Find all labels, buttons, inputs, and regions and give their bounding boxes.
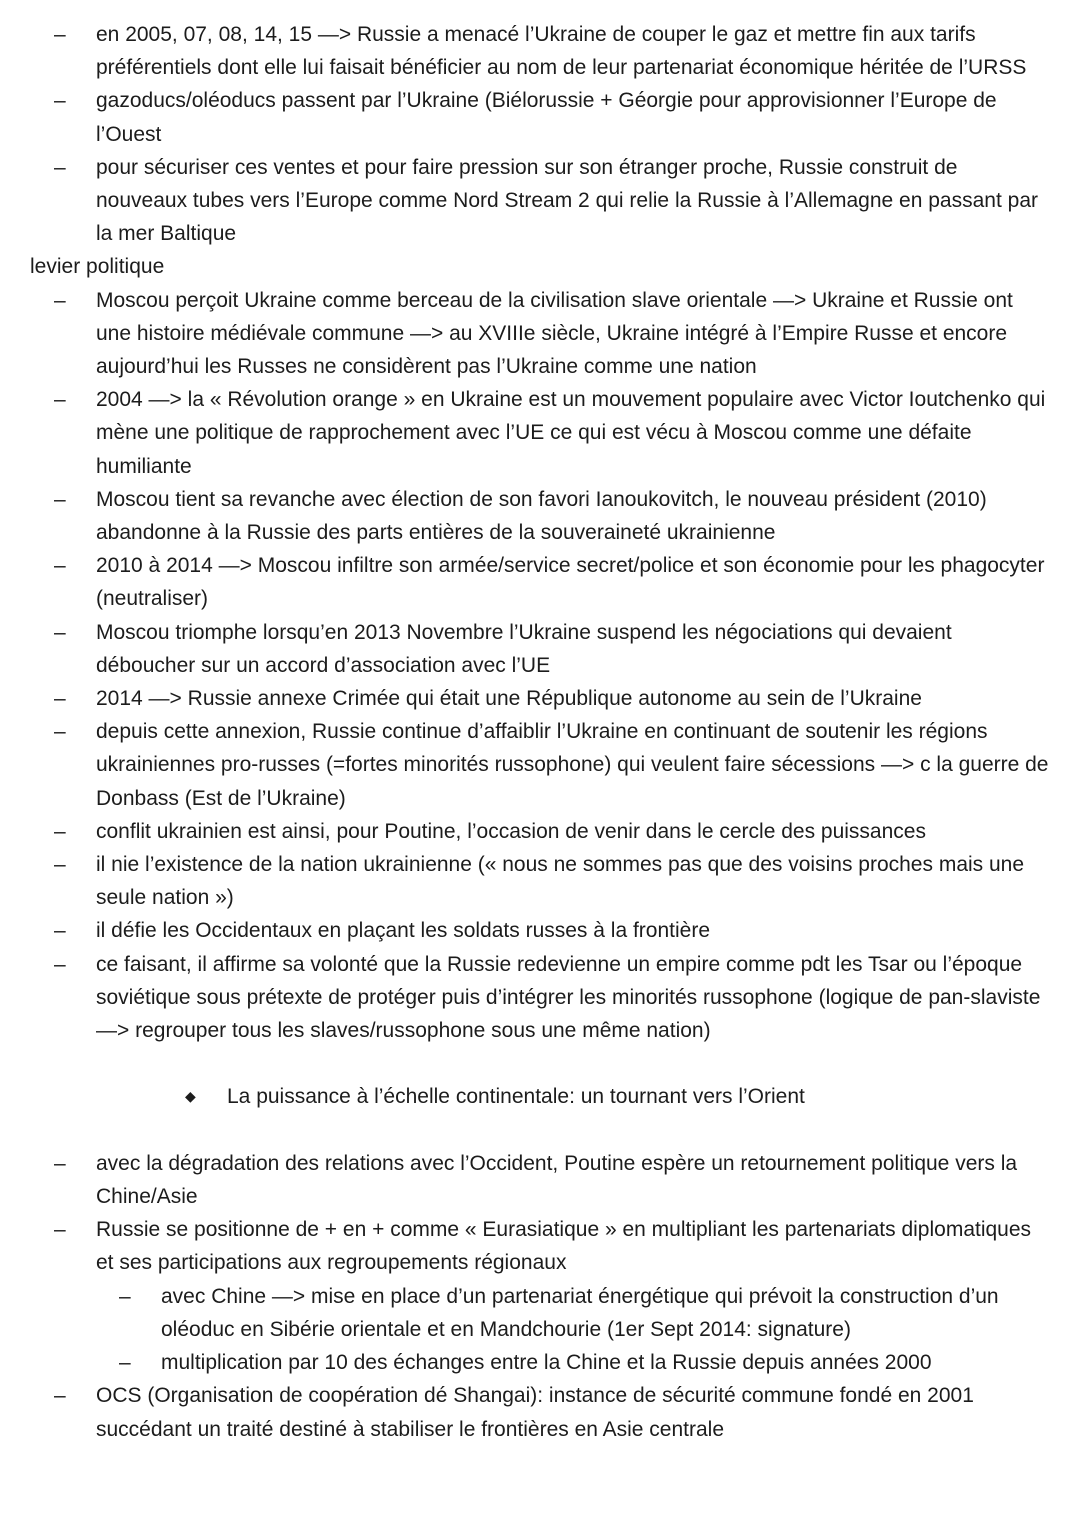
list-item-text: 2014 —> Russie annexe Crimée qui était une République autonome au sein de l’Ukraine bbox=[96, 687, 922, 711]
list-item-text: avec Chine —> mise en place d’un partenariat énergétique qui prévoit la construction d’un oléoduc en Sibérie orientale et en Mandchourie (1er Sept 2014: signature) bbox=[161, 1284, 999, 1341]
list-item-text: multiplication par 10 des échanges entre la Chine et la Russie depuis années 2000 bbox=[161, 1351, 932, 1375]
list-item-text: Moscou triomphe lorsqu’en 2013 Novembre l’Ukraine suspend les négociations qui devaient déboucher sur un accord d’association avec l’UE bbox=[96, 620, 952, 677]
dash-bullet: – bbox=[54, 919, 66, 943]
list-item-text: gazoducs/oléoducs passent par l’Ukraine (Biélorussie + Géorgie pour approvisionner l’Europe de l’Ouest bbox=[96, 89, 997, 146]
list-item bbox=[0, 284, 1080, 384]
list-item bbox=[0, 84, 1080, 150]
section-heading bbox=[0, 1080, 1080, 1113]
dash-bullet: – bbox=[54, 687, 66, 711]
list-item-text: Moscou tient sa revanche avec élection de son favori Ianoukovitch, le nouveau président (2010) abandonne à la Russie des parts entières de la souveraineté ukrainienne bbox=[96, 487, 987, 545]
dash-bullet: – bbox=[54, 952, 66, 976]
list-item bbox=[0, 948, 1080, 1048]
dash-bullet: – bbox=[54, 819, 66, 843]
blank-line bbox=[0, 1047, 1080, 1080]
dash-bullet: – bbox=[54, 620, 66, 644]
list-item bbox=[0, 1147, 1080, 1213]
list-item bbox=[0, 383, 1080, 483]
list-item-text: il nie l’existence de la nation ukrainienne (« nous ne sommes pas que des voisins proches mais une seule nation ») bbox=[96, 853, 1025, 910]
section-heading: levier politique bbox=[30, 255, 165, 279]
dash-bullet: – bbox=[54, 853, 66, 877]
list-item-text: il défie les Occidentaux en plaçant les soldats russes à la frontière bbox=[96, 919, 710, 943]
list-item-text: Russie se positionne de + en + comme « Eurasiatique » en multipliant les partenariats diplomatiques et ses participations aux regroupements régionaux bbox=[96, 1218, 1032, 1275]
list-item-text: conflit ukrainien est ainsi, pour Poutine, l’occasion de venir dans le cercle des puissances bbox=[96, 819, 926, 843]
list-item bbox=[0, 715, 1080, 815]
list-item-text: ce faisant, il affirme sa volonté que la Russie redevienne un empire comme pdt les Tsar ou l’époque soviétique sous prétexte de protéger puis d’intégrer les minorités russophone (logique de pan-slaviste —> regrouper tous les slaves/russophone sous une même nation) bbox=[96, 952, 1041, 1043]
list-item-text: 2004 —> la « Révolution orange » en Ukraine est un mouvement populaire avec Victor Ioutchenko qui mène une politique de rapprochement avec l’UE ce qui est vécu à Moscou comme une défaite humiliante bbox=[96, 388, 1046, 478]
list-item bbox=[0, 1213, 1080, 1279]
dash-bullet: – bbox=[54, 487, 66, 511]
dash-bullet: – bbox=[54, 23, 66, 46]
section-gas-lever bbox=[0, 18, 1080, 250]
dash-bullet: – bbox=[119, 1351, 131, 1375]
dash-bullet: – bbox=[54, 89, 66, 113]
list-item bbox=[0, 1379, 1080, 1445]
list-item-text: Moscou perçoit Ukraine comme berceau de la civilisation slave orientale —> Ukraine et Russie ont une histoire médiévale commune —> au XVIIIe siècle, Ukraine intégré à l’Empire Russe et encore aujourd’hui les Russes ne considèrent pas l’Ukraine comme une nation bbox=[96, 288, 1013, 379]
list-item bbox=[0, 616, 1080, 682]
dash-bullet: – bbox=[54, 155, 66, 179]
dash-bullet: – bbox=[54, 288, 66, 312]
sub-list-item bbox=[0, 1280, 1080, 1346]
dash-bullet: – bbox=[54, 720, 66, 744]
list-item-text: depuis cette annexion, Russie continue d’affaiblir l’Ukraine en continuant de soutenir les régions ukrainiennes pro-russes (=fortes minorités russophone) qui veulent faire sécessions —> c la guerre de Donbass (Est de l’Ukraine) bbox=[96, 720, 1049, 810]
section-heading-text: La puissance à l’échelle continentale: un tournant vers l’Orient bbox=[227, 1085, 805, 1109]
list-item bbox=[0, 483, 1080, 549]
list-item bbox=[0, 815, 1080, 848]
section-political-lever bbox=[0, 250, 1080, 1047]
list-item-text: pour sécuriser ces ventes et pour faire pression sur son étranger proche, Russie construit de nouveaux tubes vers l’Europe comme Nord Stream 2 qui relie la Russie à l’Allemagne en passant par la mer Baltique bbox=[96, 155, 1038, 246]
dash-bullet: – bbox=[54, 388, 66, 412]
dash-bullet: – bbox=[54, 554, 66, 578]
dash-bullet: – bbox=[119, 1284, 131, 1308]
list-item bbox=[0, 914, 1080, 947]
sub-list-item bbox=[0, 1346, 1080, 1379]
list-item bbox=[0, 848, 1080, 914]
list-item bbox=[0, 18, 1080, 84]
document-page bbox=[0, 18, 1080, 1446]
dash-bullet: – bbox=[54, 1384, 66, 1408]
dash-bullet: – bbox=[54, 1151, 66, 1175]
list-item bbox=[0, 682, 1080, 715]
list-item-text: avec la dégradation des relations avec l’Occident, Poutine espère un retournement politique vers la Chine/Asie bbox=[96, 1151, 1018, 1209]
list-item-text: en 2005, 07, 08, 14, 15 —> Russie a menacé l’Ukraine de couper le gaz et mettre fin aux tarifs préférentiels dont elle lui faisait bénéficier au nom de leur partenariat économique héritée de l’URSS bbox=[96, 23, 1027, 80]
blank-line bbox=[0, 1114, 1080, 1147]
list-item-text: OCS (Organisation de coopération dé Shangai): instance de sécurité commune fondé en 2001 succédant un traité destiné à stabiliser le frontières en Asie centrale bbox=[96, 1384, 974, 1441]
list-item-text: 2010 à 2014 —> Moscou infiltre son armée/service secret/police et son économie pour les phagocyter (neutraliser) bbox=[96, 554, 1045, 611]
dash-bullet: – bbox=[54, 1218, 66, 1242]
list-item bbox=[0, 549, 1080, 615]
diamond-bullet-icon: ◆ bbox=[185, 1088, 196, 1105]
section-continental-power bbox=[0, 1080, 1080, 1445]
list-item bbox=[0, 151, 1080, 251]
